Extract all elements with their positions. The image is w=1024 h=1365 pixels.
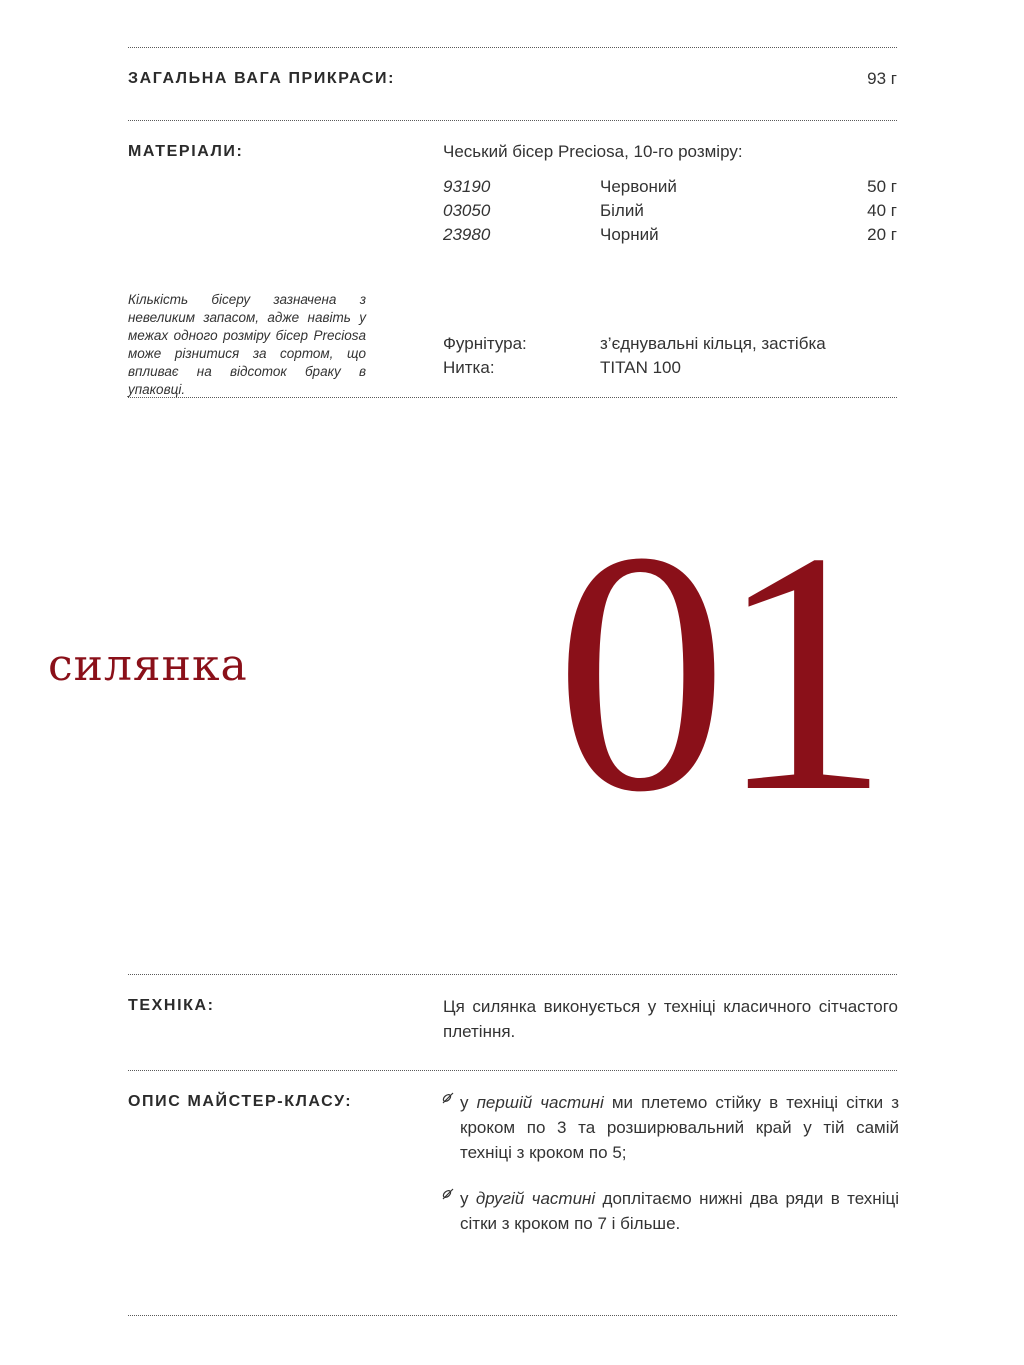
needle-icon: [441, 1187, 455, 1201]
description-item: [441, 1090, 899, 1165]
description-label: ОПИС МАЙСТЕР-КЛАСУ:: [128, 1093, 353, 1110]
divider-description: [128, 1070, 897, 1071]
hardware-value: з’єднувальні кільця, застібка: [600, 334, 826, 353]
bead-code: 23980: [443, 225, 491, 244]
thread-value: TITAN 100: [600, 358, 681, 377]
bead-code: 93190: [443, 177, 491, 196]
bead-color: Білий: [600, 201, 644, 220]
divider-bottom: [128, 1315, 897, 1316]
hardware-label: Фурнітура:: [443, 334, 527, 353]
bead-amount: 20 г: [867, 225, 897, 244]
weight-value: 93 г: [867, 69, 897, 88]
section-title: силянка: [48, 640, 248, 691]
needle-icon: [441, 1091, 455, 1105]
bead-color: Чорний: [600, 225, 659, 244]
description-item-text: у другій частині доплітаємо нижні два ряди в техніці сітки з кроком по 7 і більше.: [460, 1189, 899, 1233]
materials-note: Кількість бісеру зазначена з невеликим запасом, адже навіть у межах одного розміру бісер Preciosa може різнитися за сортом, що впливає на відсоток браку в упаковці.: [128, 292, 366, 397]
bead-amount: 50 г: [867, 177, 897, 196]
divider-materials: [128, 120, 897, 121]
description-item-text: у першій частині ми плетемо стійку в техніці сітки з кроком по 3 та розширювальний край у тій самій техніці з кроком по 5;: [460, 1093, 899, 1162]
bead-amount: 40 г: [867, 201, 897, 220]
divider-materials-end: [128, 397, 897, 398]
weight-label: ЗАГАЛЬНА ВАГА ПРИКРАСИ:: [128, 70, 396, 87]
thread-label: Нитка:: [443, 358, 495, 377]
technique-label: ТЕХНІКА:: [128, 997, 215, 1014]
divider-top: [128, 47, 897, 48]
divider-technique: [128, 974, 897, 975]
bead-color: Червоний: [600, 177, 677, 196]
bead-code: 03050: [443, 201, 491, 220]
technique-text: Ця силянка виконується у техніці класичного сітчастого плетіння.: [443, 997, 898, 1041]
materials-intro: Чеський бісер Preciosa, 10-го розміру:: [443, 142, 743, 161]
description-item: [441, 1186, 899, 1236]
materials-label: МАТЕРІАЛИ:: [128, 143, 244, 160]
section-number: 01: [555, 481, 880, 863]
